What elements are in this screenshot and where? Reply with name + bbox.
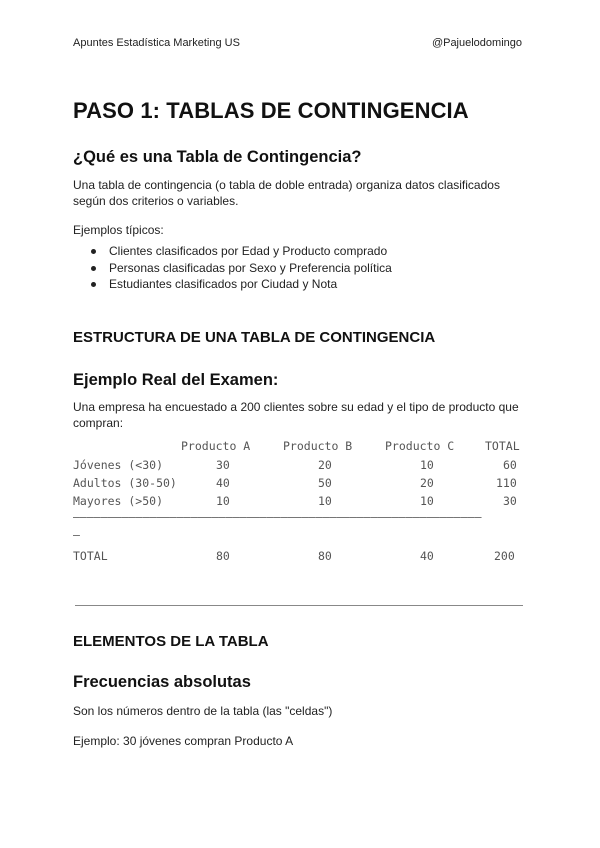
column-header: Producto C <box>385 439 455 453</box>
table-cell: 110 <box>496 476 517 490</box>
row-label: Mayores (>50) <box>73 494 164 508</box>
list-item <box>91 276 392 293</box>
table-separator: ——————————————————————————————————————————————————————————— <box>73 510 482 524</box>
list-item-text: Personas clasificadas por Sexo y Preferencia política <box>109 260 392 275</box>
table-cell: 20 <box>420 476 434 490</box>
frecuencias-example: Ejemplo: 30 jóvenes compran Producto A <box>73 734 294 748</box>
table-cell: 10 <box>420 458 434 472</box>
table-cell: 20 <box>318 458 332 472</box>
bullet-icon <box>91 266 96 271</box>
table-cell: 40 <box>216 476 230 490</box>
table-cell: 10 <box>216 494 230 508</box>
bullet-icon <box>91 249 96 254</box>
table-header-row <box>73 439 528 457</box>
examples-label: Ejemplos típicos: <box>73 223 164 237</box>
row-label: TOTAL <box>73 549 108 563</box>
row-label: Adultos (30-50) <box>73 476 177 490</box>
column-header: Producto B <box>283 439 353 453</box>
table-cell: 40 <box>420 549 434 563</box>
section-heading-elementos: ELEMENTOS DE LA TABLA <box>73 633 269 650</box>
table-cell: 10 <box>420 494 434 508</box>
examples-list <box>91 243 392 293</box>
table-total-row <box>73 549 528 567</box>
table-row <box>73 458 528 476</box>
row-label: Jóvenes (<30) <box>73 458 164 472</box>
running-header <box>73 37 522 49</box>
table-cell: 30 <box>503 494 517 508</box>
section-heading-que-es: ¿Qué es una Tabla de Contingencia? <box>73 148 362 166</box>
example-description: Una empresa ha encuestado a 200 clientes sobre su edad y el tipo de producto que compran: <box>73 400 519 430</box>
header-title: Apuntes Estadística Marketing US <box>73 37 240 49</box>
column-header: TOTAL <box>485 439 520 453</box>
list-item-text: Estudiantes clasificados por Ciudad y Nota <box>109 277 338 291</box>
table-cell: 80 <box>318 549 332 563</box>
section-heading-estructura: ESTRUCTURA DE UNA TABLA DE CONTINGENCIA <box>73 329 436 346</box>
frecuencias-text: Son los números dentro de la tabla (las "celdas") <box>73 704 333 718</box>
list-item <box>91 243 392 260</box>
table-cell: 200 <box>494 549 515 563</box>
section-heading-ejemplo: Ejemplo Real del Examen: <box>73 371 279 389</box>
table-cell: 50 <box>318 476 332 490</box>
list-item <box>91 260 392 277</box>
table-cell: 60 <box>503 458 517 472</box>
horizontal-rule <box>75 605 523 606</box>
column-header: Producto A <box>181 439 251 453</box>
page-title: PASO 1: TABLAS DE CONTINGENCIA <box>73 98 469 123</box>
bullet-icon <box>91 282 96 287</box>
table-row <box>73 476 528 494</box>
header-author-handle: @Pajuelodomingo <box>431 37 522 49</box>
table-cell: 80 <box>216 549 230 563</box>
section-heading-frecuencias: Frecuencias absolutas <box>73 673 251 691</box>
table-body <box>73 458 528 512</box>
intro-paragraph: Una tabla de contingencia (o tabla de doble entrada) organiza datos clasificados según dos criterios o variables. <box>73 178 500 208</box>
table-separator-tail: — <box>73 528 80 542</box>
table-cell: 30 <box>216 458 230 472</box>
list-item-text: Clientes clasificados por Edad y Producto comprado <box>109 244 388 258</box>
table-cell: 10 <box>318 494 332 508</box>
